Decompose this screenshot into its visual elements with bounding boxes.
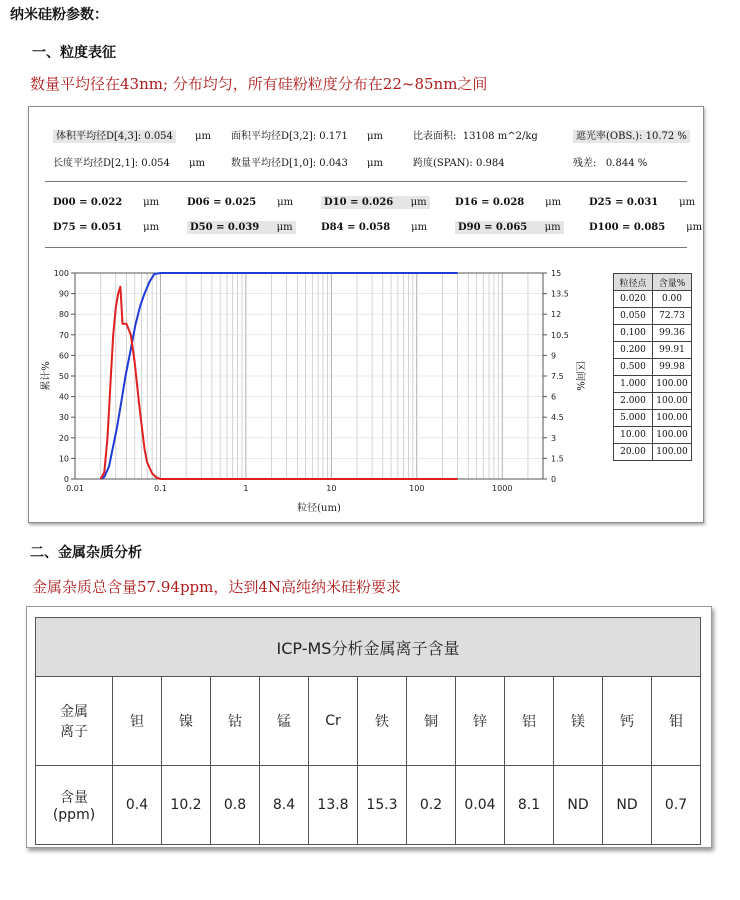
- content-cell: 72.73: [653, 308, 692, 325]
- d-value: D50 = 0.039 μm: [187, 222, 296, 233]
- icp-value-cell: 0.04: [456, 766, 505, 845]
- param-residual: 残差: 0.844 %: [573, 158, 648, 169]
- icp-ion-cell: 钙: [603, 677, 652, 766]
- x-tick-label: 100: [409, 484, 425, 493]
- d-value: D10 = 0.026 μm: [321, 197, 430, 208]
- icp-value-cell: 15.3: [358, 766, 407, 845]
- size-table-header: 含量%: [653, 274, 692, 291]
- size-point-cell: 20.00: [614, 444, 653, 461]
- size-table-row: [614, 325, 692, 342]
- interval-percent-series: [101, 287, 458, 479]
- y-tick-label-right: 13.5: [551, 289, 569, 299]
- size-table-header: 粒径点: [614, 274, 653, 291]
- icp-ion-cell: 钴: [211, 677, 260, 766]
- icp-ion-cell: 镁: [554, 677, 603, 766]
- section2-heading: 二、金属杂质分析: [30, 545, 142, 561]
- y-tick-label-right: 1.5: [551, 454, 564, 464]
- size-table-row: [614, 393, 692, 410]
- size-point-cell: 5.000: [614, 410, 653, 427]
- d-value: D75 = 0.051 μm: [53, 222, 160, 233]
- size-table-row: [614, 342, 692, 359]
- y-tick-label-left: 50: [58, 372, 69, 381]
- size-point-cell: 2.000: [614, 393, 653, 410]
- content-cell: 99.98: [653, 359, 692, 376]
- size-point-cell: 0.020: [614, 291, 653, 308]
- y-tick-label-right: 3: [551, 433, 557, 443]
- x-axis-label: 粒径(um): [297, 503, 341, 514]
- icp-value-cell: 8.4: [260, 766, 309, 845]
- x-tick-label: 10: [326, 484, 337, 493]
- y-tick-label-right: 10.5: [551, 330, 569, 340]
- icp-value-cell: 8.1: [505, 766, 554, 845]
- y-axis-label-right: 区间%: [574, 361, 585, 391]
- icp-row-label-content: 含量 (ppm): [36, 766, 113, 845]
- y-tick-label-left: 0: [63, 475, 69, 484]
- content-cell: 0.00: [653, 291, 692, 308]
- icp-caption: ICP-MS分析金属离子含量: [36, 618, 701, 677]
- size-point-cell: 1.000: [614, 376, 653, 393]
- param-length-mean: 长度平均径D[2,1]: 0.054 μm: [53, 158, 205, 169]
- y-tick-label-right: 6: [551, 392, 557, 402]
- content-cell: 100.00: [653, 376, 692, 393]
- d-value: D00 = 0.022 μm: [53, 197, 160, 208]
- size-table-row: [614, 359, 692, 376]
- icp-ion-cell: 锰: [260, 677, 309, 766]
- d-value: D100 = 0.085 μm: [589, 222, 703, 233]
- size-table-row: [614, 376, 692, 393]
- particle-size-chart: [29, 107, 613, 522]
- x-tick-label: 1: [243, 484, 249, 493]
- icp-value-cell: 0.4: [113, 766, 162, 845]
- content-cell: 99.36: [653, 325, 692, 342]
- section2-summary: 金属杂质总含量57.94ppm，达到4N高纯纳米硅粉要求: [32, 578, 402, 596]
- x-tick-label: 0.01: [66, 484, 84, 493]
- icp-value-cell: 13.8: [309, 766, 358, 845]
- size-table-row: [614, 291, 692, 308]
- icp-ion-cell: 镍: [162, 677, 211, 766]
- size-table-row: [614, 308, 692, 325]
- size-table-row: [614, 427, 692, 444]
- icp-table-panel: [26, 606, 712, 848]
- content-cell: 99.91: [653, 342, 692, 359]
- icp-value-cell: ND: [603, 766, 652, 845]
- y-tick-label-left: 100: [53, 269, 69, 278]
- section1-heading: 一、粒度表征: [32, 45, 116, 61]
- size-point-cell: 10.00: [614, 427, 653, 444]
- icp-row-label-ion: 金属 离子: [36, 677, 113, 766]
- y-tick-label-left: 70: [58, 330, 69, 340]
- content-cell: 100.00: [653, 393, 692, 410]
- size-point-cell: 0.200: [614, 342, 653, 359]
- icp-ion-cell: 钽: [113, 677, 162, 766]
- page-title: 纳米硅粉参数：: [10, 7, 108, 23]
- icp-value-cell: 10.2: [162, 766, 211, 845]
- d-value: D16 = 0.028 μm: [455, 197, 562, 208]
- y-tick-label-right: 15: [551, 269, 562, 278]
- icp-ion-cell: 锌: [456, 677, 505, 766]
- content-cell: 100.00: [653, 410, 692, 427]
- d-value: D25 = 0.031 μm: [589, 197, 696, 208]
- param-obscuration: 遮光率(OBS.): 10.72 %: [573, 127, 690, 142]
- content-cell: 100.00: [653, 427, 692, 444]
- y-tick-label-right: 7.5: [551, 372, 564, 381]
- size-point-cell: 0.100: [614, 325, 653, 342]
- y-tick-label-left: 80: [58, 310, 69, 320]
- particle-size-report: [28, 106, 704, 523]
- param-number-mean: 数量平均径D[1,0]: 0.043 μm: [231, 158, 383, 169]
- size-point-cell: 0.050: [614, 308, 653, 325]
- y-tick-label-right: 9: [551, 351, 557, 361]
- icp-ion-cell: Cr: [309, 677, 358, 766]
- size-table: [613, 273, 692, 461]
- y-tick-label-left: 30: [58, 413, 69, 423]
- icp-value-cell: 0.8: [211, 766, 260, 845]
- y-tick-label-left: 10: [58, 454, 69, 464]
- size-table-row: [614, 444, 692, 461]
- icp-value-cell: 0.2: [407, 766, 456, 845]
- d-value: D06 = 0.025 μm: [187, 197, 294, 208]
- section1-summary: 数量平均径在43nm; 分布均匀，所有硅粉粒度分布在22~85nm之间: [30, 75, 488, 93]
- y-tick-label-right: 12: [551, 310, 562, 320]
- icp-table: [35, 617, 701, 845]
- icp-value-cell: ND: [554, 766, 603, 845]
- size-point-cell: 0.500: [614, 359, 653, 376]
- icp-ion-cell: 铁: [358, 677, 407, 766]
- y-tick-label-left: 20: [58, 433, 69, 443]
- param-volume-mean: 体积平均径D[4,3]: 0.054 μm: [53, 127, 211, 142]
- param-span: 跨度(SPAN): 0.984: [413, 158, 505, 169]
- x-tick-label: 0.1: [154, 484, 167, 493]
- param-specific-surface: 比表面积: 13108 m^2/kg: [413, 131, 538, 142]
- icp-ion-cell: 铜: [407, 677, 456, 766]
- y-tick-label-left: 40: [58, 392, 69, 402]
- y-tick-label-left: 60: [58, 351, 69, 361]
- y-tick-label-right: 0: [551, 475, 557, 484]
- icp-value-cell: 0.7: [652, 766, 701, 845]
- y-tick-label-left: 90: [58, 289, 69, 299]
- icp-ion-cell: 钼: [652, 677, 701, 766]
- content-cell: 100.00: [653, 444, 692, 461]
- icp-ion-cell: 铝: [505, 677, 554, 766]
- d-value: D90 = 0.065 μm: [455, 222, 564, 233]
- y-axis-label-left: 累计%: [41, 361, 52, 391]
- size-table-row: [614, 410, 692, 427]
- y-tick-label-right: 4.5: [551, 413, 564, 423]
- param-area-mean: 面积平均径D[3,2]: 0.171 μm: [231, 131, 383, 142]
- d-value: D84 = 0.058 μm: [321, 222, 428, 233]
- x-tick-label: 1000: [492, 484, 513, 493]
